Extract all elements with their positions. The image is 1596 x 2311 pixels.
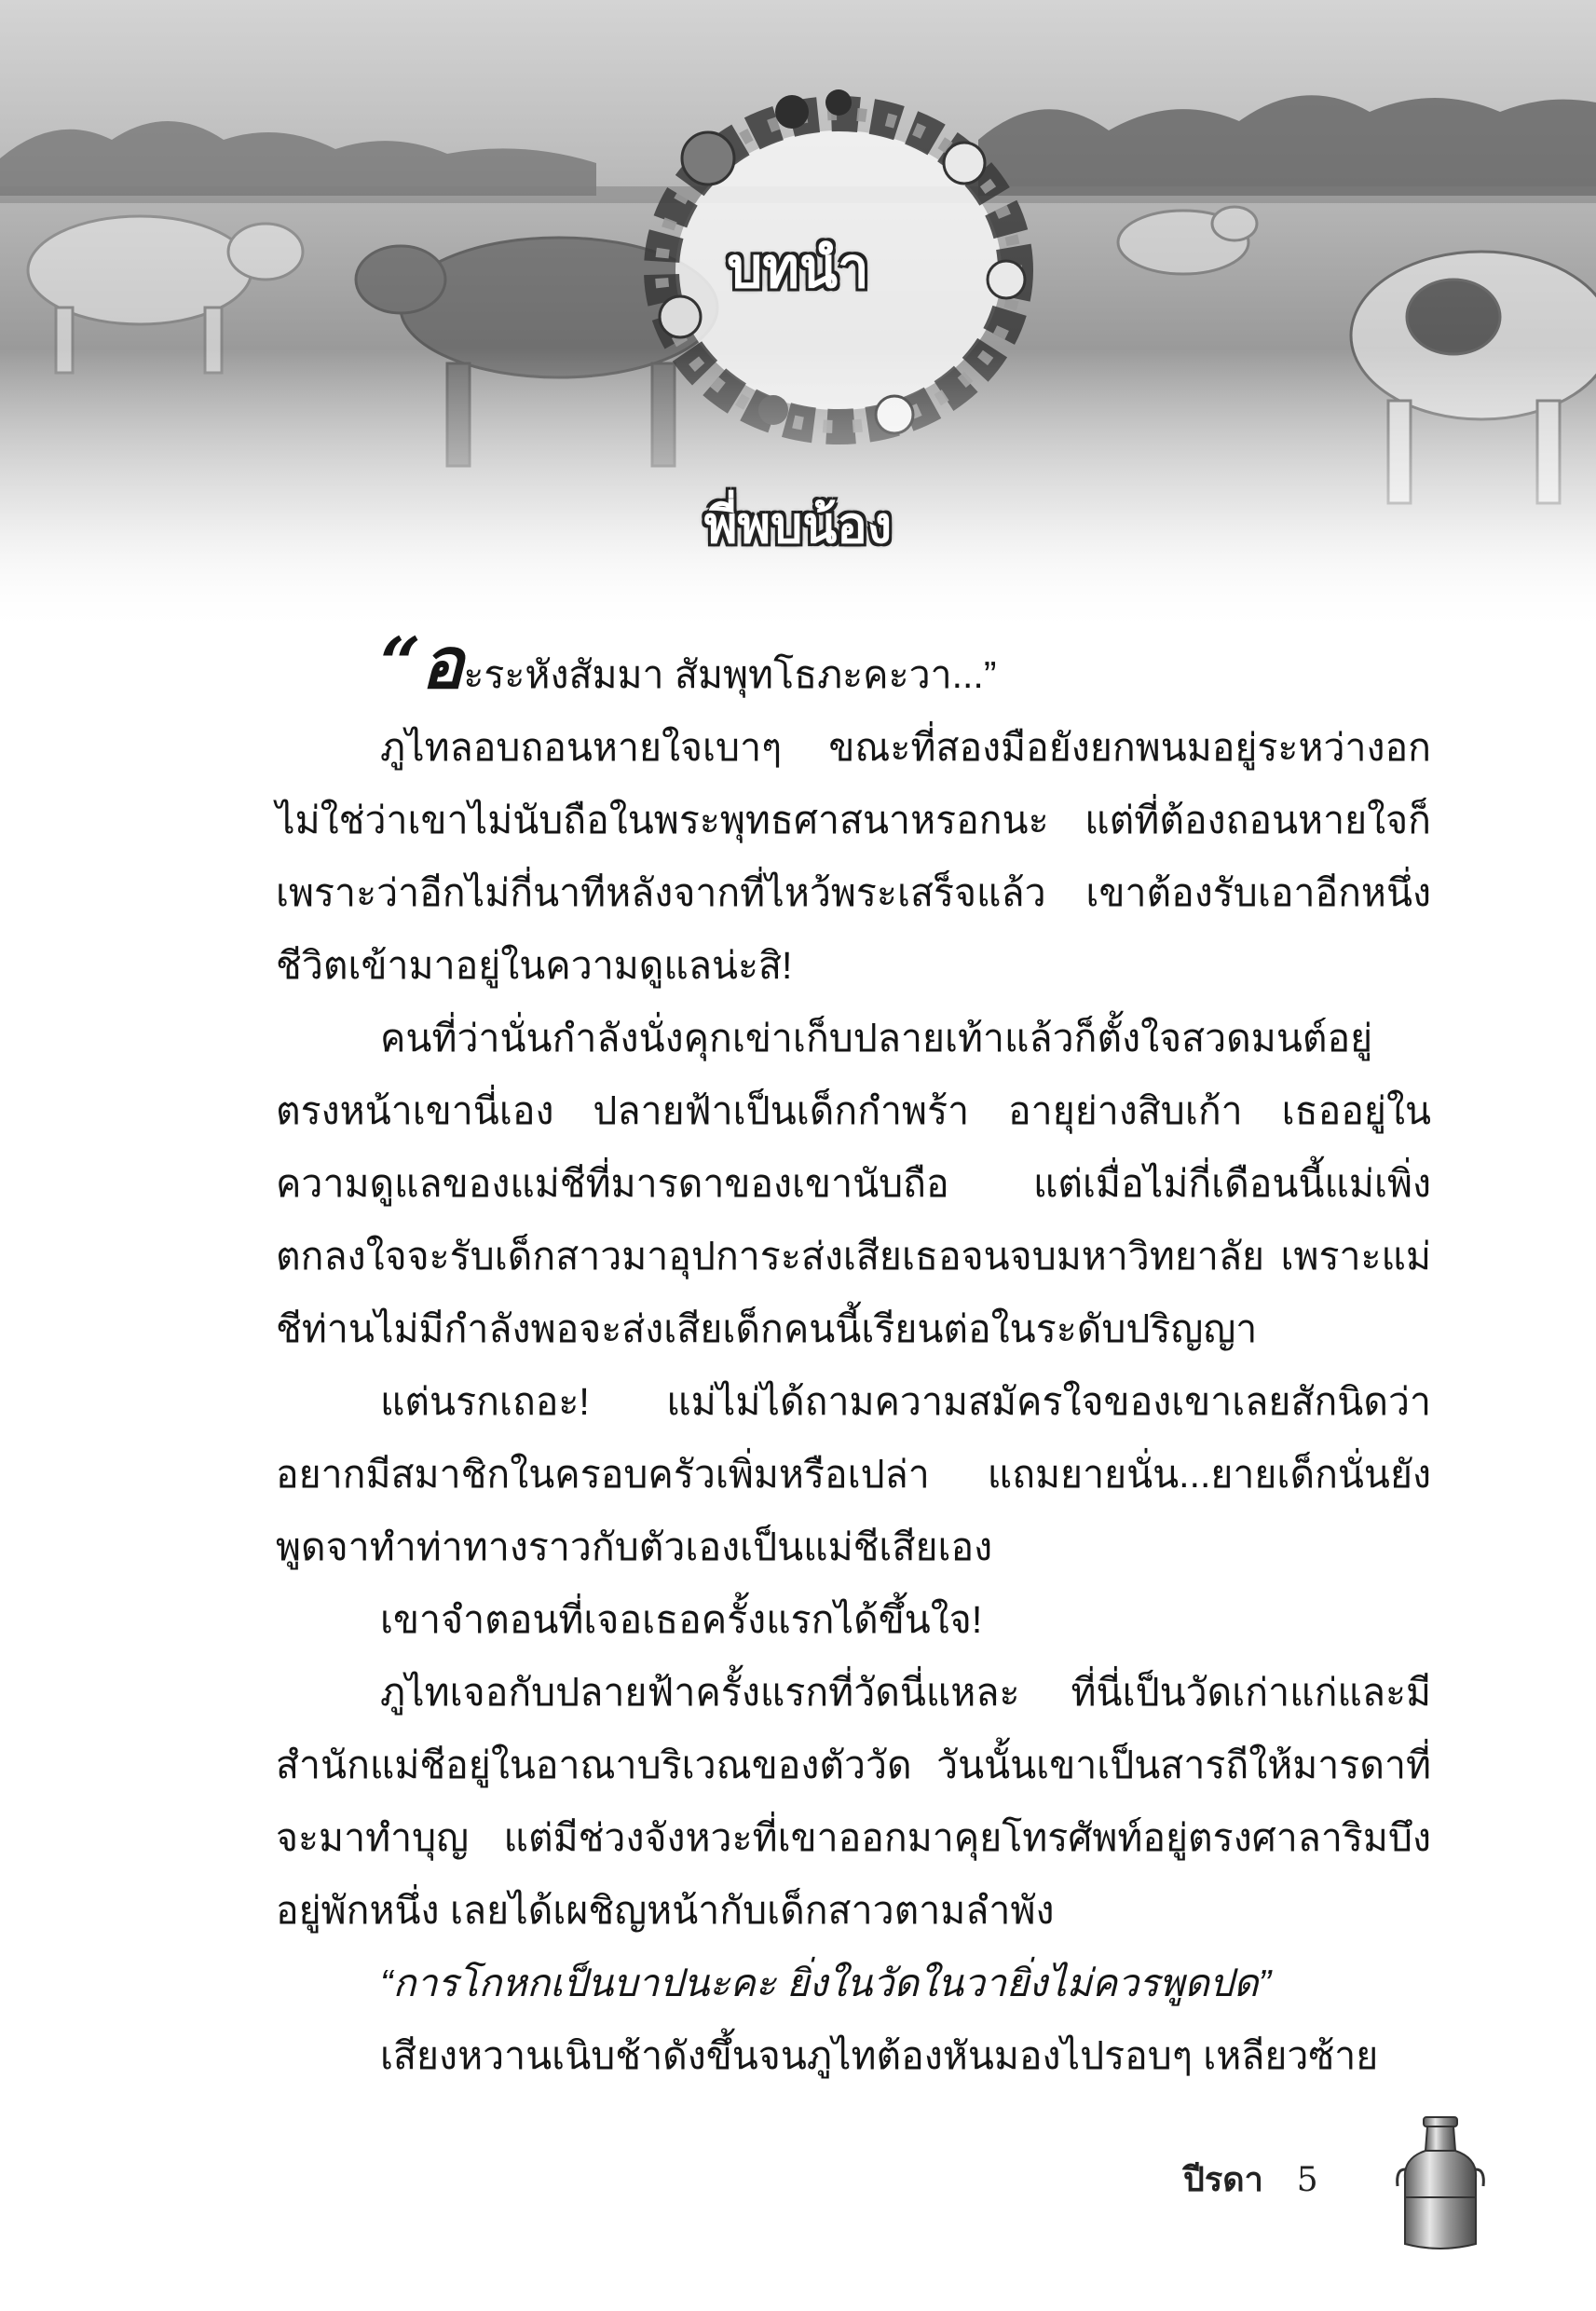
paragraph-text: ะระหังสัมมา สัมพุทโธภะคะวา...” bbox=[463, 653, 997, 696]
paragraph bbox=[276, 622, 1431, 711]
paragraph: เขาจำตอนที่เจอเธอครั้งแรกได้ขึ้นใจ! bbox=[380, 1598, 983, 1641]
paragraph: คนที่ว่านั่นกำลังนั่งคุกเข่าเก็บปลายเท้าแล้วก็ตั้งใจสวดมนต์อยู่ตรงหน้าเขานี่เอง ปลายฟ้าเป็นเด็กกำพร้า อายุย่างสิบเก้า เธออยู่ในความดูแลของแม่ชีที่มารดาของเขานับถือ แต่เมื่อไม่กี่เดือนนี้แม่เพิ่งตกลงใจจะรับเด็กสาวมาอุปการะส่งเสียเธอจนจบมหาวิทยาลัย เพราะแม่ชีท่านไม่มีกำลังพอจะส่งเสียเด็กคนนี้เรียนต่อในระดับปริญญา bbox=[276, 1017, 1431, 1350]
page-footer bbox=[1183, 2153, 1318, 2206]
body-text bbox=[276, 622, 1431, 2092]
page-number: 5 bbox=[1296, 2161, 1318, 2199]
paragraph: เสียงหวานเนิบช้าดังขึ้นจนภูไทต้องหันมองไปรอบๆ เหลียวซ้าย bbox=[380, 2034, 1379, 2077]
paragraph: แต่นรกเถอะ! แม่ไม่ได้ถามความสมัครใจของเขาเลยสักนิดว่าอยากมีสมาชิกในครอบครัวเพิ่มหรือเปล่า แถมยายนั่น...ยายเด็กนั่นยังพูดจาทำท่าทางราวกับตัวเองเป็นแม่ชีเสียเอง bbox=[276, 1380, 1431, 1568]
chapter-label: บทนำ bbox=[727, 236, 869, 301]
paragraph: ภูไทเจอกับปลายฟ้าครั้งแรกที่วัดนี่แหละ ที่นี่เป็นวัดเก่าแก่และมีสำนักแม่ชีอยู่ในอาณาบริเวณของตัววัด วันนั้นเขาเป็นสารถีให้มารดาที่จะมาทำบุญ แต่มีช่วงจังหวะที่เขาออกมาคุยโทรศัพท์อยู่ตรงศาลาริมบึงอยู่พักหนึ่ง เลยได้เผชิญหน้ากับเด็กสาวตามลำพัง bbox=[276, 1671, 1431, 1932]
drop-cap: “อ bbox=[380, 622, 464, 704]
book-title: ปีรดา bbox=[1183, 2160, 1263, 2199]
paragraph-dialogue: “การโกหกเป็นบาปนะคะ ยิ่งในวัดในวายิ่งไม่ควรพูดปด” bbox=[380, 1962, 1272, 2004]
chapter-title: พี่พบน้อง bbox=[703, 495, 893, 554]
paragraph: ภูไทลอบถอนหายใจเบาๆ ขณะที่สองมือยังยกพนมอยู่ระหว่างอก ไม่ใช่ว่าเขาไม่นับถือในพระพุทธศาสนาหรอกนะ แต่ที่ต้องถอนหายใจก็เพราะว่าอีกไม่กี่นาทีหลังจากที่ไหว้พระเสร็จแล้ว เขาต้องรับเอาอีกหนึ่งชีวิตเข้ามาอยู่ในความดูแลน่ะสิ! bbox=[276, 726, 1431, 987]
milk-can-icon bbox=[1394, 2113, 1487, 2253]
